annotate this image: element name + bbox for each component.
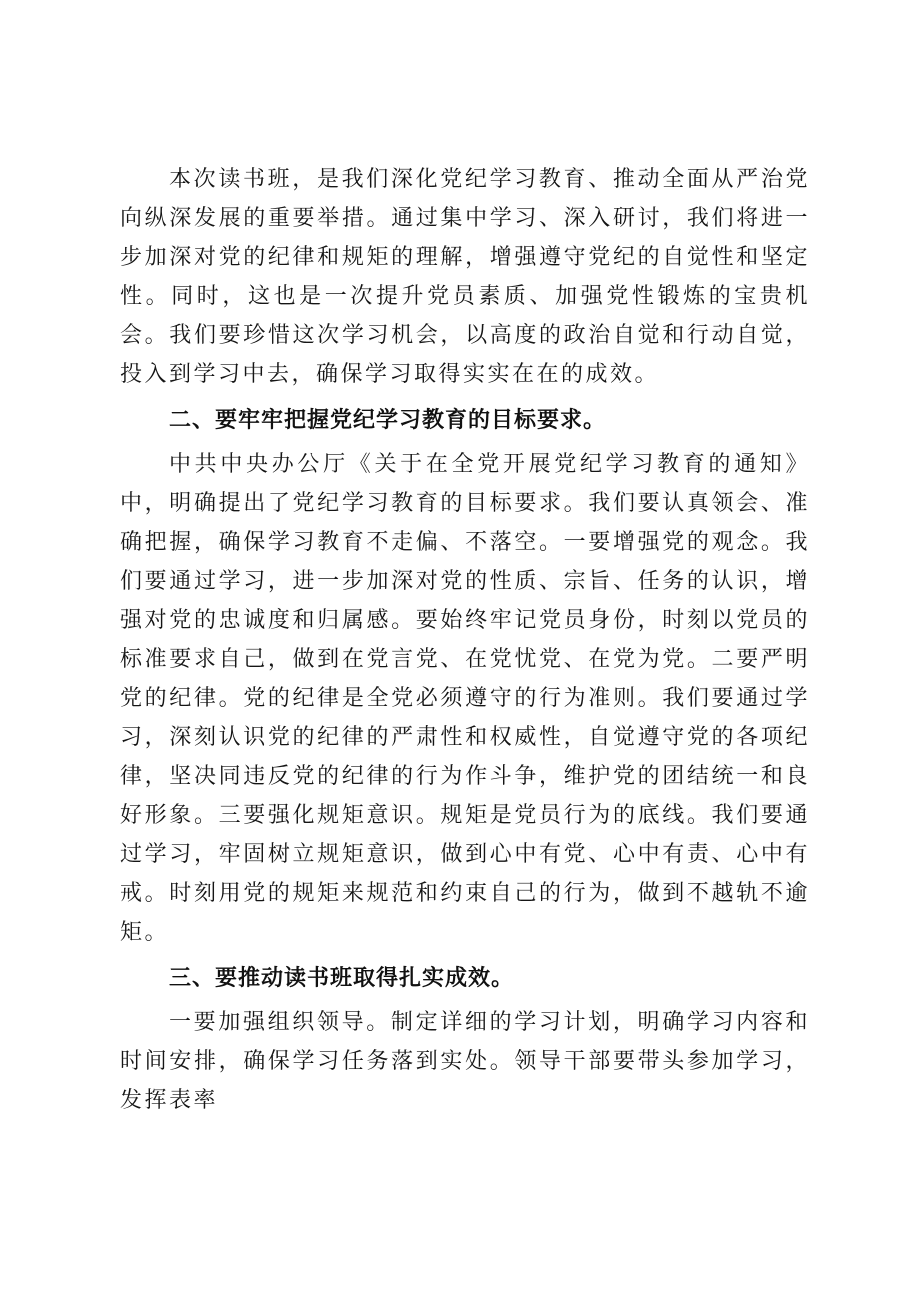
section-heading-3: 三、要推动读书班取得扎实成效。 xyxy=(169,966,515,991)
paragraph-intro: 本次读书班，是我们深化党纪学习教育、推动全面从严治党向纵深发展的重要举措。通过集中学习、深入研讨，我们将进一步加深对党的纪律和规矩的理解，增强遵守党纪的自觉性和坚定性。同时，这也是一次提升党员素质、加强党性锻炼的宝贵机会。我们要珍惜这次学习机会，以高度的政治自觉和行动自觉，投入到学习中去，确保学习取得实实在在的成效。 xyxy=(120,167,810,387)
paragraph-effects: 一要加强组织领导。制定详细的学习计划，明确学习内容和时间安排，确保学习任务落到实处。领导干部要带头参加学习，发挥表率 xyxy=(120,1010,810,1113)
document-body xyxy=(120,160,810,1120)
paragraph-goals: 中共中央办公厅《关于在全党开展党纪学习教育的通知》中，明确提出了党纪学习教育的目标要求。我们要认真领会、准确把握，确保学习教育不走偏、不落空。一要增强党的观念。我们要通过学习，进一步加深对党的性质、宗旨、任务的认识，增强对党的忠诚度和归属感。要始终牢记党员身份，时刻以党员的标准要求自己，做到在党言党、在党忧党、在党为党。二要严明党的纪律。党的纪律是全党必须遵守的行为准则。我们要通过学习，深刻认识党的纪律的严肃性和权威性，自觉遵守党的各项纪律，坚决同违反党的纪律的行为作斗争，维护党的团结统一和良好形象。三要强化规矩意识。规矩是党员行为的底线。我们要通过学习，牢固树立规矩意识，做到心中有党、心中有责、心中有戒。时刻用党的规矩来规范和约束自己的行为，做到不越轨不逾矩。 xyxy=(120,452,810,945)
section-heading-2: 二、要牢牢把握党纪学习教育的目标要求。 xyxy=(169,408,607,433)
